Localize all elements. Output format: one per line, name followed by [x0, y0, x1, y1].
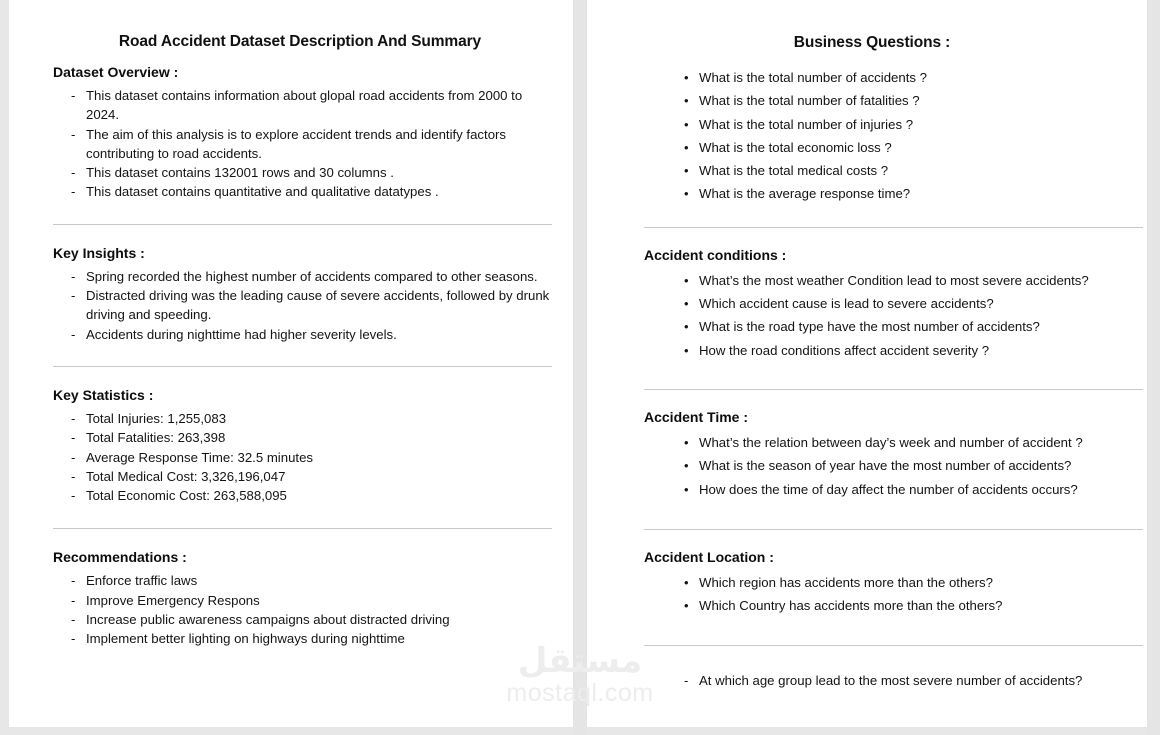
- bullet-dot-icon: •: [684, 186, 689, 202]
- dash-bullet-icon: -: [71, 268, 76, 284]
- list-item-text: Spring recorded the highest number of accidents compared to other seasons.: [86, 268, 538, 284]
- list-item: [684, 478, 1117, 501]
- section-divider: [644, 529, 1143, 530]
- page-right-edge: [1147, 0, 1160, 735]
- list-item: [71, 409, 551, 428]
- list-item: [684, 159, 1117, 182]
- right-slide-page: [587, 0, 1147, 727]
- dash-bullet-icon: -: [71, 631, 76, 647]
- list-item-text: What’s the most weather Condition lead to most severe accidents?: [699, 272, 1089, 288]
- list-item-text: This dataset contains quantitative and qualitative datatypes .: [86, 184, 439, 200]
- list-item-text: This dataset contains information about glopal road accidents from 2000 to 2024.: [86, 88, 523, 123]
- bullet-dot-icon: •: [684, 319, 689, 335]
- section-age-group-question: [587, 669, 1147, 692]
- dash-bullet-icon: -: [71, 126, 76, 142]
- list-item-text: Total Medical Cost: 3,326,196,047: [86, 468, 286, 484]
- list-item: [684, 669, 1117, 692]
- dash-bullet-icon: -: [71, 612, 76, 628]
- list-item-text: Total Fatalities: 263,398: [86, 430, 226, 446]
- dash-bullet-icon: -: [71, 573, 76, 589]
- list-item: [684, 182, 1117, 205]
- dash-bullet-icon: -: [71, 184, 76, 200]
- list-item: [684, 571, 1117, 594]
- bullet-dot-icon: •: [684, 434, 689, 450]
- list-item-text: How does the time of day affect the number of accidents occurs?: [699, 481, 1078, 497]
- list-item: [684, 292, 1117, 315]
- list-item: [684, 269, 1117, 292]
- section-heading: Key Statistics :: [53, 386, 154, 403]
- watermark-arabic-text: مستقل: [517, 641, 643, 681]
- list-item-text: Which Country has accidents more than the others?: [699, 598, 1003, 614]
- dash-bullet-icon: -: [71, 488, 76, 504]
- section-heading: Recommendations :: [53, 549, 187, 566]
- list-item-text: What’s the relation between day’s week and number of accident ?: [699, 434, 1083, 450]
- dash-bullet-icon: -: [71, 288, 76, 304]
- bullet-dot-icon: •: [684, 116, 689, 132]
- dash-bullet-icon: -: [71, 449, 76, 465]
- dash-bullet-icon: -: [684, 673, 689, 689]
- bullet-dot-icon: •: [684, 139, 689, 155]
- section-accident-time: [587, 409, 1147, 501]
- bullet-dot-icon: •: [684, 93, 689, 109]
- section-heading: Accident conditions :: [644, 246, 787, 263]
- list-item-text: How the road conditions affect accident severity ?: [699, 342, 990, 358]
- section-accident-conditions: [587, 247, 1147, 362]
- list-item-text: This dataset contains 132001 rows and 30 columns .: [86, 165, 394, 181]
- bullet-dot-icon: •: [684, 458, 689, 474]
- accident-location-list: [47, 571, 1117, 618]
- list-item-text: Enforce traffic laws: [86, 573, 198, 589]
- bullet-dot-icon: •: [684, 598, 689, 614]
- bullet-dot-icon: •: [684, 342, 689, 358]
- list-item-text: The aim of this analysis is to explore accident trends and identify factors contributing to road accidents.: [86, 126, 507, 161]
- section-divider: [644, 389, 1143, 390]
- list-item: [71, 629, 551, 648]
- bullet-dot-icon: •: [684, 272, 689, 288]
- accident-time-list: [47, 431, 1117, 504]
- list-item: [684, 66, 1117, 89]
- section-heading: Dataset Overview :: [53, 64, 179, 80]
- list-item: [684, 89, 1117, 112]
- bullet-dot-icon: •: [684, 70, 689, 85]
- list-item-text: What is the average response time?: [699, 186, 911, 202]
- list-item-text: What is the total medical costs ?: [699, 163, 889, 179]
- section-heading: Key Insights :: [53, 244, 145, 261]
- dash-bullet-icon: -: [71, 88, 76, 103]
- left-page-title: Road Accident Dataset Description And Summary: [118, 33, 482, 50]
- list-item-text: Improve Emergency Respons: [86, 592, 260, 608]
- accident-conditions-list: [47, 269, 1117, 362]
- list-item-text: What is the season of year have the most number of accidents?: [699, 458, 1072, 474]
- list-item-text: At which age group lead to the most severe number of accidents?: [699, 673, 1083, 689]
- list-item-text: What is the road type have the most number of accidents?: [699, 319, 1040, 335]
- bullet-dot-icon: •: [684, 574, 689, 590]
- dash-bullet-icon: -: [71, 592, 76, 608]
- list-item-text: Increase public awareness campaigns about distracted driving: [86, 612, 450, 628]
- list-item: [684, 136, 1117, 159]
- list-item-text: Average Response Time: 32.5 minutes: [86, 449, 314, 465]
- list-item-text: Which accident cause is lead to severe accidents?: [699, 296, 994, 312]
- age-group-list: [47, 669, 1117, 692]
- section-business-questions: [587, 66, 1147, 206]
- dash-bullet-icon: -: [71, 165, 76, 181]
- list-item-text: Distracted driving was the leading cause of severe accidents, followed by drunk driving and speeding.: [86, 288, 550, 323]
- list-item: [684, 113, 1117, 136]
- bullet-dot-icon: •: [684, 296, 689, 312]
- list-item: [684, 431, 1117, 454]
- list-item: [684, 454, 1117, 477]
- right-page-title: Business Questions :: [793, 34, 951, 51]
- list-item-text: What is the total number of accidents ?: [699, 70, 927, 85]
- bullet-dot-icon: •: [684, 481, 689, 497]
- dash-bullet-icon: -: [71, 468, 76, 484]
- list-item-text: Total Economic Cost: 263,588,095: [86, 488, 287, 504]
- section-divider: [644, 645, 1143, 646]
- list-item-text: What is the total number of injuries ?: [699, 116, 914, 132]
- section-heading: Accident Time :: [644, 408, 748, 425]
- dash-bullet-icon: -: [71, 430, 76, 446]
- list-item: [684, 339, 1117, 362]
- list-item-text: Implement better lighting on highways during nighttime: [86, 631, 405, 647]
- section-heading: Accident Location :: [644, 548, 774, 565]
- list-item-text: Accidents during nighttime had higher severity levels.: [86, 326, 397, 342]
- business-questions-list: [47, 66, 1117, 206]
- section-divider: [644, 227, 1143, 228]
- list-item: [684, 315, 1117, 338]
- list-item-text: What is the total number of fatalities ?: [699, 93, 920, 109]
- list-item-text: What is the total economic loss ?: [699, 139, 892, 155]
- dash-bullet-icon: -: [71, 410, 76, 426]
- section-accident-location: [587, 549, 1147, 618]
- list-item-text: Which region has accidents more than the others?: [699, 574, 993, 590]
- bullet-dot-icon: •: [684, 163, 689, 179]
- dash-bullet-icon: -: [71, 326, 76, 342]
- list-item-text: Total Injuries: 1,255,083: [86, 410, 227, 426]
- watermark-latin-text: mostaql.com: [506, 679, 654, 707]
- list-item: [684, 594, 1117, 617]
